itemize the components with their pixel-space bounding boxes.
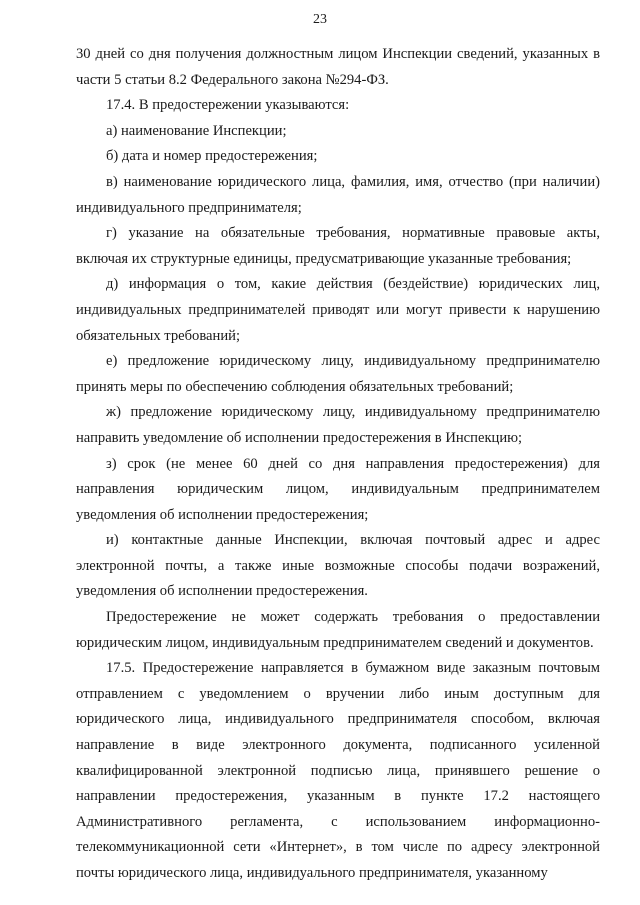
paragraph-continuation: 30 дней со дня получения должностным лицом Инспекции сведений, указанных в части 5 статьи 8.2 Федерального закона №294-ФЗ. xyxy=(76,46,600,88)
list-item-v: в) наименование юридического лица, фамилия, имя, отчество (при наличии) индивидуального предпринимателя; xyxy=(76,173,600,216)
paragraph-17-4-heading: 17.4. В предостережении указываются: xyxy=(106,97,350,114)
list-item-g: г) указание на обязательные требования, нормативные правовые акты, включая их структурные единицы, предусматривающие указанные требования; xyxy=(76,225,600,267)
list-item-zh: ж) предложение юридическому лицу, индивидуальному предпринимателю направить уведомление об исполнении предостережения в Инспекцию; xyxy=(76,404,600,446)
list-item-a: а) наименование Инспекции; xyxy=(106,122,287,139)
paragraph-17-5: 17.5. Предостережение направляется в бумажном виде заказным почтовым отправлением с уведомлением о вручении либо иным доступным для юридического лица, индивидуального предпринимателя способом, включая направление в виде электронного документа, подписанного усиленной квалифицированной электронной подписью лица, принявшего решение о направлении предостережения, указанным в пункте 17.2 настоящего Административного регламента, с использованием информационно-телекоммуникационной сети «Интернет», в том числе по адресу электронной почты юридического лица, индивидуального предпринимателя, указанному xyxy=(76,660,600,881)
list-item-d: д) информация о том, какие действия (бездействие) юридических лиц, индивидуальных предпринимателей приводят или могут привести к нарушению обязательных требований; xyxy=(76,276,600,344)
paragraph-restriction: Предостережение не может содержать требования о предоставлении юридическим лицом, индивидуальным предпринимателем сведений и документов. xyxy=(76,609,600,651)
list-item-e: е) предложение юридическому лицу, индивидуальному предпринимателю принять меры по обеспечению соблюдения обязательных требований; xyxy=(76,353,600,395)
document-body xyxy=(76,42,600,887)
list-item-b: б) дата и номер предостережения; xyxy=(106,148,318,165)
list-item-i: и) контактные данные Инспекции, включая почтовый адрес и адрес электронной почты, а также иные возможные способы подачи возражений, уведомления об исполнении предостережения. xyxy=(76,532,600,600)
list-item-z: з) срок (не менее 60 дней со дня направления предостережения) для направления юридическим лицом, индивидуальным предпринимателем уведомления об исполнении предостережения; xyxy=(76,455,600,523)
page-number: 23 xyxy=(313,12,327,27)
